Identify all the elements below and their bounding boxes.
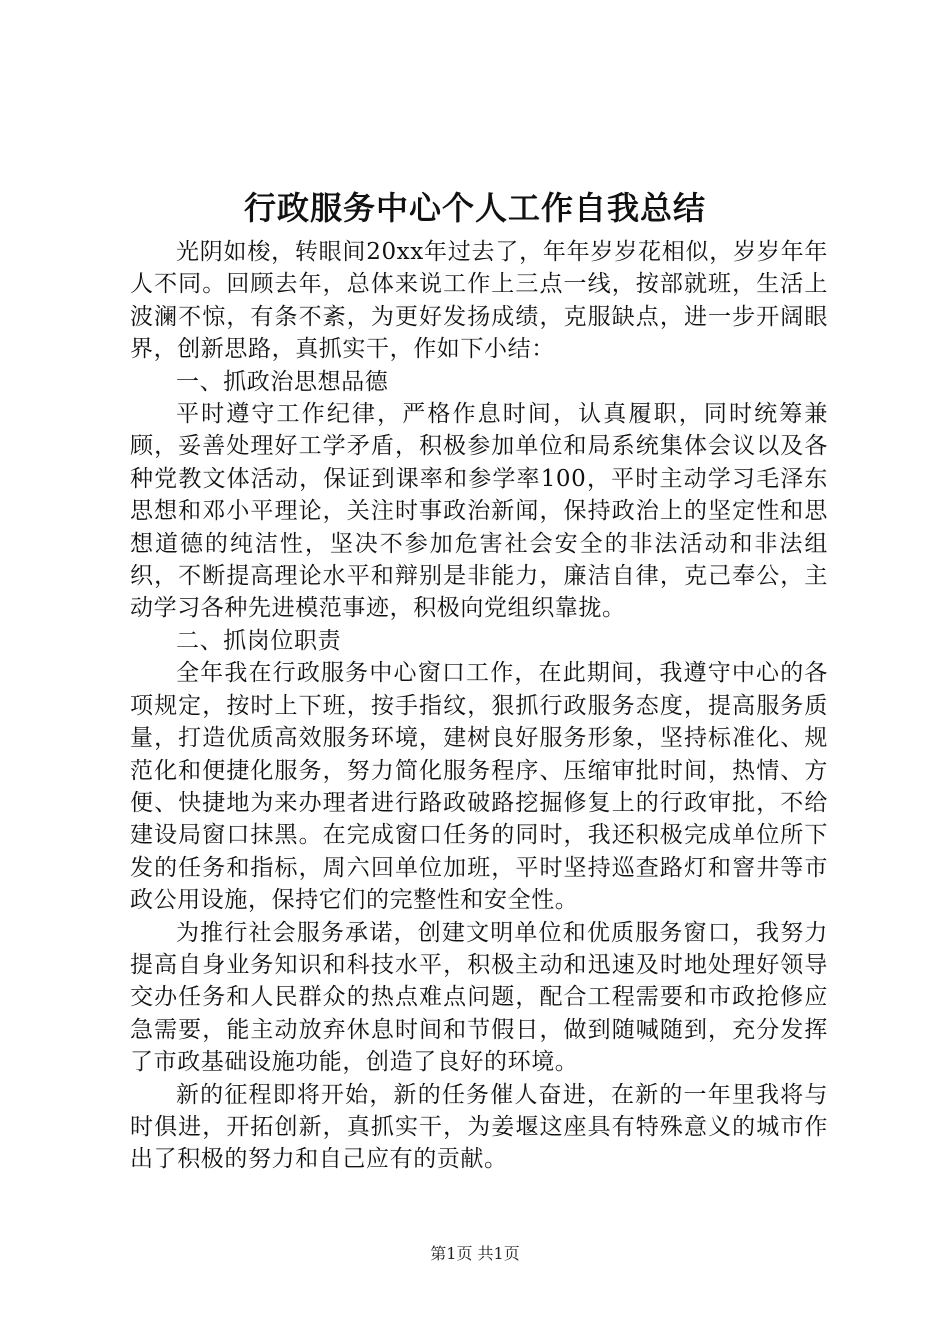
closing-paragraph: 新的征程即将开始，新的任务催人奋进，在新的一年里我将与时俱进，开拓创新，真抓实干，为姜堰这座具有特殊意义的城市作出了积极的努力和自己应有的贡献。 [130,1081,828,1173]
document-body [130,236,828,1176]
politics-paragraph: 平时遵守工作纪律，严格作息时间，认真履职，同时统筹兼顾，妥善处理好工学矛盾，积极参加单位和局系统集体会议以及各种党教文体活动，保证到课率和参学率100，平时主动学习毛泽东思想和邓小平理论，关注时事政治新闻，保持政治上的坚定性和思想道德的纯洁性，坚决不参加危害社会安全的非法活动和非法组织，不断提高理论水平和辩别是非能力，廉洁自律，克己奉公，主动学习各种先进模范事迹，积极向党组织靠拢。 [130,401,828,622]
document-title: 行政服务中心个人工作自我总结 [243,189,706,227]
intro-paragraph: 光阴如梭，转眼间20xx年过去了，年年岁岁花相似，岁岁年年人不同。回顾去年，总体来说工作上三点一线，按部就班，生活上波澜不惊，有条不紊，为更好发扬成绩，克服缺点，进一步开阔眼界，创新思路，真抓实干，作如下小结： [130,239,828,363]
section-heading-duties: 二、抓岗位职责 [176,627,342,654]
service-paragraph: 为推行社会服务承诺，创建文明单位和优质服务窗口，我努力提高自身业务知识和科技水平，积极主动和迅速及时地处理好领导交办任务和人民群众的热点难点问题，配合工程需要和市政抢修应急需要，能主动放弃休息时间和节假日，做到随喊随到，充分发挥了市政基础设施功能，创造了良好的环境。 [130,919,828,1076]
section-heading-politics: 一、抓政治思想品德 [176,368,389,395]
duties-paragraph: 全年我在行政服务中心窗口工作，在此期间，我遵守中心的各项规定，按时上下班，按手指纹，狠抓行政服务态度，提高服务质量，打造优质高效服务环境，建树良好服务形象，坚持标准化、规范化和便捷化服务，努力简化服务程序、压缩审批时间，热情、方便、快捷地为来办理者进行路政破路挖掘修复上的行政审批，不给建设局窗口抹黑。在完成窗口任务的同时，我还积极完成单位所下发的任务和指标，周六回单位加班，平时坚持巡查路灯和窨井等市政公用设施，保持它们的完整性和安全性。 [130,660,828,914]
page-footer: 第1页 共1页 [430,1244,520,1263]
